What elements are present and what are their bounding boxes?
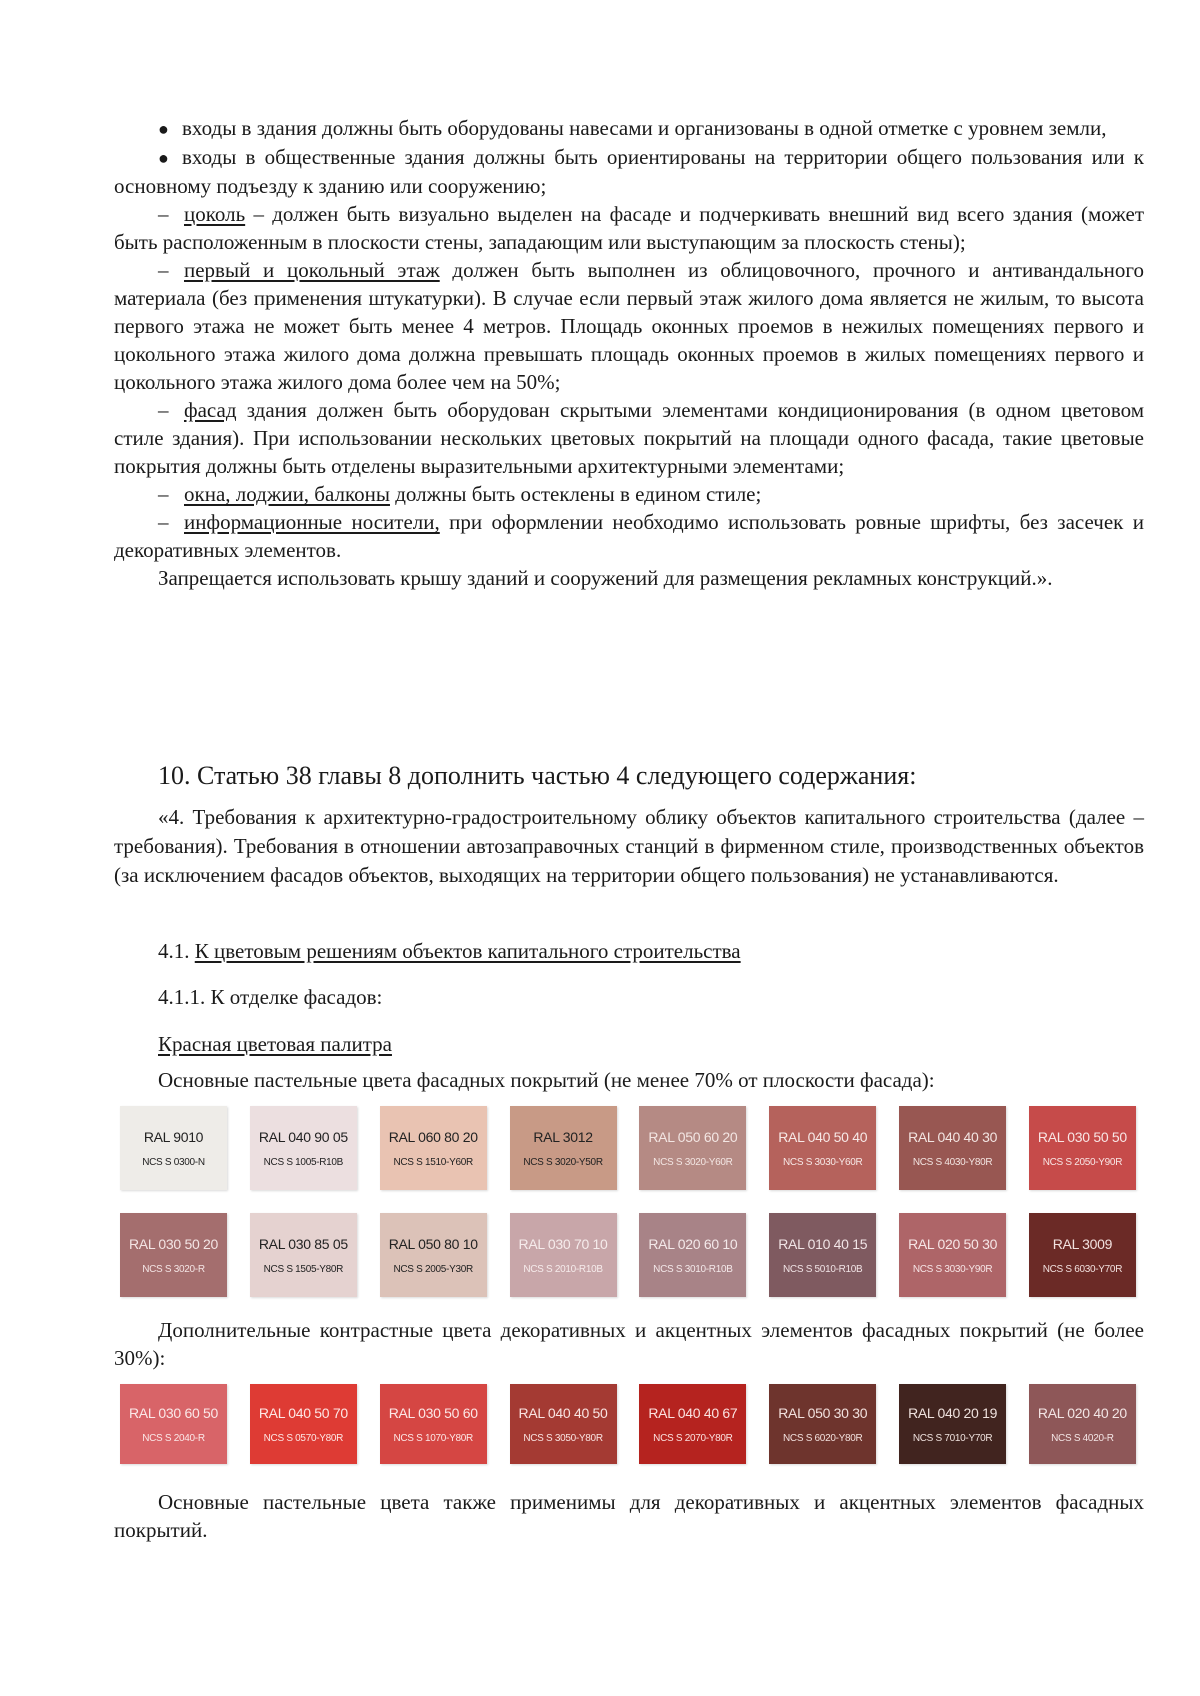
bullet-icon: ● [158,119,169,139]
ncs-code: NCS S 3020-R [142,1263,205,1275]
color-swatch [120,1384,227,1464]
ncs-code: NCS S 1005-R10B [263,1156,344,1168]
swatch-row-main-2 [120,1213,1136,1297]
ncs-code: NCS S 7010-Y70R [912,1432,993,1444]
color-swatch [769,1384,876,1464]
ral-code: RAL 3012 [533,1128,593,1145]
section-10 [114,760,1144,792]
ral-code: RAL 020 60 10 [648,1235,738,1252]
ncs-code: NCS S 5010-R10B [783,1263,863,1275]
bullet-icon: ● [158,148,169,168]
ncs-code: NCS S 2070-Y80R [653,1432,733,1444]
ral-code: RAL 030 50 20 [129,1235,218,1252]
ncs-code: NCS S 3010-R10B [653,1263,733,1275]
ral-code: RAL 020 40 20 [1037,1404,1127,1421]
color-swatch [380,1213,487,1297]
term-info-carriers: информационные носители, [184,510,440,534]
extra-colors-caption: Дополнительные контрастные цвета декоративных и акцентных элементов фасадных покрытий (не более 30%): [114,1318,1144,1370]
dash-text: должны быть остеклены в едином стиле; [389,482,762,506]
ral-code: RAL 050 60 20 [648,1128,738,1145]
dash-marker: – [158,510,169,534]
ncs-code: NCS S 3050-Y80R [523,1432,603,1444]
dash-marker: – [158,202,169,226]
dash-item-plinth [114,200,1144,256]
ral-code: RAL 040 40 50 [518,1404,608,1421]
color-swatch [639,1384,746,1464]
swatch-row-accent [120,1384,1136,1464]
color-swatch [510,1106,617,1190]
term-facade: фасад [184,398,237,422]
ncs-code: NCS S 3020-Y50R [523,1156,603,1168]
subsection-number: 4.1. [158,939,195,963]
ncs-code: NCS S 0570-Y80R [263,1432,344,1444]
ncs-code: NCS S 2040-R [142,1432,205,1444]
main-colors-caption-block [114,1066,1144,1094]
dash-item-first-floor [114,256,1144,396]
dash-text: здания должен быть оборудован скрытыми элементами кондиционирования (в одном цветовом стиле здания). При использовании нескольких цветовых покрытий на площади одного фасада, такие цветовые покрытия должны быть отделены выразительными архитектурными элементами; [114,398,1144,478]
bullet-text: входы в здания должны быть оборудованы навесами и организованы в одной отметке с уровнем земли, [182,116,1107,140]
dash-text: должен быть выполнен из облицовочного, прочного и антивандального материала (без применения штукатурки). В случае если первый этаж жилого дома является не жилым, то высота первого этажа не может быть менее 4 метров. Площадь оконных проемов в нежилых помещениях первого и цокольного этажа жилого дома должна превышать площадь оконных проемов в жилых помещениях первого и цокольного этажа жилого дома более чем на 50%; [114,258,1144,394]
ncs-code: NCS S 1505-Y80R [263,1263,344,1275]
subsection-4-1 [114,937,1144,965]
subsection-link-text: К цветовым решениям объектов капитального строительства [194,939,741,963]
ncs-code: NCS S 2010-R10B [523,1263,603,1275]
dash-marker: – [158,482,169,506]
ral-code: RAL 3009 [1052,1235,1113,1252]
final-note-block [114,1488,1144,1544]
term-windows: окна, лоджии, балконы [184,482,390,506]
ncs-code: NCS S 6020-Y80R [783,1432,863,1444]
requirements-list [114,114,1144,592]
ral-code: RAL 040 20 19 [908,1404,998,1421]
ral-code: RAL 040 40 67 [648,1404,738,1421]
dash-marker: – [158,258,169,282]
ral-code: RAL 050 80 10 [388,1235,478,1252]
dash-marker: – [158,398,169,422]
ncs-code: NCS S 3030-Y60R [783,1156,863,1168]
color-swatch [639,1213,746,1297]
color-swatch [769,1213,876,1297]
color-swatch [380,1106,487,1190]
ncs-code: NCS S 2050-Y90R [1042,1156,1123,1168]
palette-title-block [114,1030,1144,1058]
ral-code: RAL 040 50 40 [778,1128,868,1145]
extra-colors-caption-block [114,1316,1144,1372]
color-swatch [250,1384,357,1464]
term-first-floor: первый и цокольный этаж [184,258,440,282]
main-colors-caption: Основные пастельные цвета фасадных покрытий (не менее 70% от плоскости фасада): [158,1068,935,1092]
color-swatch [1029,1384,1136,1464]
color-swatch [250,1106,357,1190]
color-swatch [899,1106,1006,1190]
color-swatch [120,1213,227,1297]
color-swatch [1029,1213,1136,1297]
ncs-code: NCS S 1510-Y60R [393,1156,473,1168]
dash-item-info-carriers [114,508,1144,564]
dash-text: при оформлении необходимо использовать ровные шрифты, без засечек и декоративных элементов. [114,510,1144,562]
color-swatch [250,1213,357,1297]
color-swatch [639,1106,746,1190]
ral-code: RAL 030 60 50 [129,1404,218,1421]
ral-code: RAL 010 40 15 [778,1235,868,1252]
requirements-paragraph: «4. Требования к архитектурно-градостроительному облику объектов капитального строительства (далее – требования). Требования в отношении автозаправочных станций в фирменном стиле, производственных объектов (за исключением фасадов объектов, выходящих на территории общего пользования) не устанавливаются. [114,805,1144,887]
bullet-item-entrances [114,114,1144,143]
ncs-code: NCS S 0300-N [142,1156,205,1168]
ral-code: RAL 030 50 60 [388,1404,478,1421]
ncs-code: NCS S 1070-Y80R [393,1432,473,1444]
ral-code: RAL 060 80 20 [388,1128,478,1145]
ral-code: RAL 040 90 05 [258,1128,348,1145]
bullet-text: входы в общественные здания должны быть ориентированы на территории общего пользования или к основному подъезду к зданию или сооружению; [114,145,1144,198]
color-swatch [510,1384,617,1464]
term-plinth: цоколь [184,202,246,226]
ncs-code: NCS S 4020-R [1051,1432,1114,1444]
color-swatch [899,1384,1006,1464]
subsection-4-1-1 [114,983,1144,1011]
ral-code: RAL 040 40 30 [908,1128,998,1145]
part-4 [114,803,1144,890]
palette-title: Красная цветовая палитра [158,1032,392,1056]
ral-code: RAL 030 70 10 [518,1235,608,1252]
color-swatch [510,1213,617,1297]
subsection-title: 4.1.1. К отделке фасадов: [158,985,383,1009]
color-swatch [120,1106,227,1190]
ncs-code: NCS S 6030-Y70R [1042,1263,1123,1275]
swatch-row-main-1 [120,1106,1136,1190]
subsection-title [114,937,1144,965]
dash-text: – должен быть визуально выделен на фасаде и подчеркивать внешний вид всего здания (может быть расположенным в плоскости стены, западающим или выступающим за плоскость стены); [114,202,1144,254]
color-swatch [1029,1106,1136,1190]
ral-code: RAL 9010 [143,1128,204,1145]
dash-item-windows [114,480,1144,508]
color-swatch [380,1384,487,1464]
ral-code: RAL 020 50 30 [908,1235,998,1252]
color-swatch [769,1106,876,1190]
final-note: Основные пастельные цвета также применимы для декоративных и акцентных элементов фасадных покрытий. [114,1490,1144,1542]
ncs-code: NCS S 2005-Y30R [393,1263,473,1275]
color-swatch [899,1213,1006,1297]
ral-code: RAL 030 50 50 [1037,1128,1127,1145]
dash-item-facade [114,396,1144,480]
bullet-item-public-entrances [114,143,1144,200]
section-heading: 10. Статью 38 главы 8 дополнить частью 4 следующего содержания: [158,761,917,790]
ral-code: RAL 030 85 05 [258,1235,348,1252]
ncs-code: NCS S 3020-Y60R [653,1156,733,1168]
ncs-code: NCS S 3030-Y90R [912,1263,993,1275]
prohibition-paragraph: Запрещается использовать крышу зданий и сооружений для размещения рекламных конструкций.». [158,566,1053,590]
ral-code: RAL 050 30 30 [778,1404,868,1421]
ral-code: RAL 040 50 70 [258,1404,348,1421]
ncs-code: NCS S 4030-Y80R [912,1156,993,1168]
